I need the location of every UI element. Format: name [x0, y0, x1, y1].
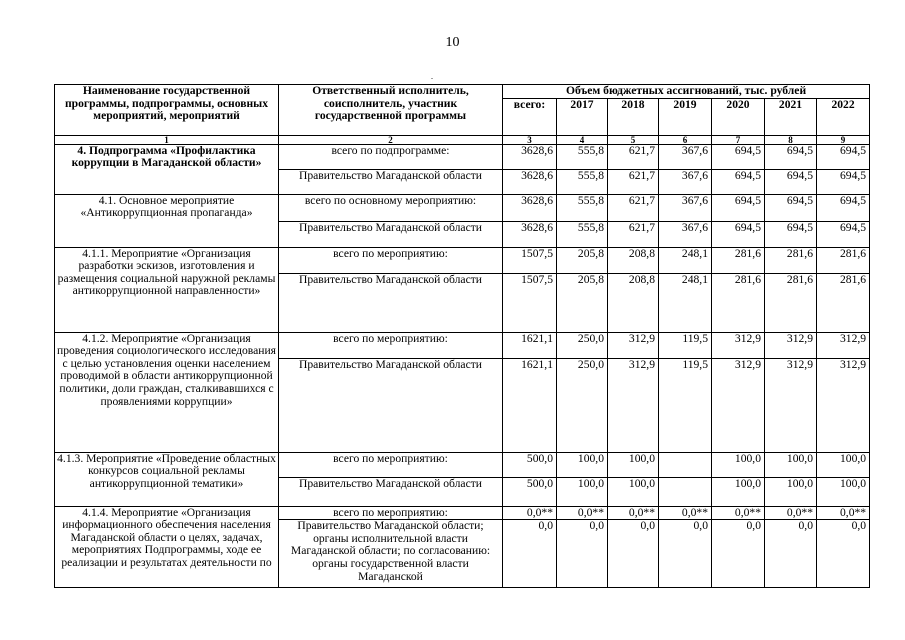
value-cell: 694,5: [712, 169, 765, 194]
budget-table-body: [55, 144, 870, 588]
value-cell: 100,0: [712, 452, 765, 477]
year-header: 2018: [608, 98, 659, 135]
value-cell: 281,6: [765, 273, 817, 332]
budget-table: [54, 84, 870, 588]
value-cell: 1507,5: [503, 273, 557, 332]
header-name: Наименование государственной программы, подпрограммы, основных мероприятий, мероприятий: [55, 85, 279, 136]
value-cell: 694,5: [765, 169, 817, 194]
value-cell: 281,6: [817, 273, 870, 332]
value-cell: 621,7: [608, 194, 659, 221]
column-index: 1: [55, 135, 279, 144]
value-cell: 0,0: [557, 520, 608, 588]
value-cell: 694,5: [817, 221, 870, 247]
value-cell: 312,9: [712, 358, 765, 452]
value-cell: 312,9: [765, 358, 817, 452]
measure-name: 4.1.3. Мероприятие «Проведение областных конкурсов социальной рекламы антикоррупционной тематики»: [55, 452, 279, 506]
value-cell: 694,5: [817, 194, 870, 221]
value-cell: 100,0: [817, 477, 870, 506]
executor-cell: Правительство Магаданской области: [279, 358, 503, 452]
value-cell: 1621,1: [503, 332, 557, 358]
value-cell: 694,5: [817, 144, 870, 169]
value-cell: 312,9: [817, 332, 870, 358]
value-cell: 694,5: [765, 221, 817, 247]
value-cell: 100,0: [765, 477, 817, 506]
year-header: 2019: [659, 98, 712, 135]
value-cell: 0,0: [712, 520, 765, 588]
value-cell: 367,6: [659, 169, 712, 194]
table-row: [55, 144, 870, 169]
value-cell: 0,0**: [712, 506, 765, 520]
measure-name: 4. Подпрограмма «Профилактика коррупции в Магаданской области»: [55, 144, 279, 194]
column-index: 8: [765, 135, 817, 144]
value-cell: 694,5: [765, 194, 817, 221]
value-cell: 281,6: [712, 247, 765, 273]
year-header: 2021: [765, 98, 817, 135]
value-cell: 208,8: [608, 247, 659, 273]
value-cell: 312,9: [817, 358, 870, 452]
value-cell: 0,0: [659, 520, 712, 588]
value-cell: 312,9: [712, 332, 765, 358]
value-cell: 1507,5: [503, 247, 557, 273]
value-cell: 694,5: [817, 169, 870, 194]
value-cell: 248,1: [659, 273, 712, 332]
executor-cell: всего по мероприятию:: [279, 332, 503, 358]
value-cell: 100,0: [557, 452, 608, 477]
executor-cell: всего по мероприятию:: [279, 452, 503, 477]
value-cell: 0,0: [817, 520, 870, 588]
value-cell: [659, 477, 712, 506]
value-cell: 281,6: [765, 247, 817, 273]
value-cell: 248,1: [659, 247, 712, 273]
executor-cell: Правительство Магаданской области; органы исполнительной власти Магаданской области; по согласованию: органы государственной власти Магаданской: [279, 520, 503, 588]
value-cell: 621,7: [608, 169, 659, 194]
value-cell: 0,0**: [817, 506, 870, 520]
year-header: 2017: [557, 98, 608, 135]
value-cell: 3628,6: [503, 194, 557, 221]
value-cell: 3628,6: [503, 221, 557, 247]
table-row: [55, 506, 870, 520]
column-index: 5: [608, 135, 659, 144]
executor-cell: Правительство Магаданской области: [279, 477, 503, 506]
value-cell: 621,7: [608, 144, 659, 169]
year-header: всего:: [503, 98, 557, 135]
value-cell: 0,0: [503, 520, 557, 588]
value-cell: 621,7: [608, 221, 659, 247]
header-executor: Ответственный исполнитель, соисполнитель, участник государственной программы: [279, 85, 503, 136]
executor-cell: Правительство Магаданской области: [279, 273, 503, 332]
value-cell: 208,8: [608, 273, 659, 332]
value-cell: 312,9: [608, 358, 659, 452]
value-cell: 281,6: [712, 273, 765, 332]
table-row: [55, 332, 870, 358]
executor-cell: всего по мероприятию:: [279, 247, 503, 273]
value-cell: 250,0: [557, 358, 608, 452]
value-cell: 0,0**: [503, 506, 557, 520]
value-cell: 100,0: [608, 452, 659, 477]
value-cell: 250,0: [557, 332, 608, 358]
value-cell: 500,0: [503, 477, 557, 506]
scan-dot: .: [431, 72, 433, 81]
value-cell: 205,8: [557, 273, 608, 332]
value-cell: 694,5: [712, 221, 765, 247]
table-row: [55, 247, 870, 273]
table-row: [55, 452, 870, 477]
value-cell: 367,6: [659, 194, 712, 221]
value-cell: 312,9: [608, 332, 659, 358]
value-cell: 3628,6: [503, 169, 557, 194]
value-cell: 205,8: [557, 247, 608, 273]
value-cell: 100,0: [712, 477, 765, 506]
value-cell: 555,8: [557, 194, 608, 221]
year-header: 2022: [817, 98, 870, 135]
value-cell: 555,8: [557, 144, 608, 169]
executor-cell: всего по подпрограмме:: [279, 144, 503, 169]
column-index: 7: [712, 135, 765, 144]
value-cell: 100,0: [765, 452, 817, 477]
value-cell: 367,6: [659, 221, 712, 247]
column-index: 6: [659, 135, 712, 144]
value-cell: 119,5: [659, 332, 712, 358]
value-cell: 100,0: [608, 477, 659, 506]
column-index: 4: [557, 135, 608, 144]
value-cell: 694,5: [712, 194, 765, 221]
year-header: 2020: [712, 98, 765, 135]
column-index: 3: [503, 135, 557, 144]
column-index: 9: [817, 135, 870, 144]
value-cell: 3628,6: [503, 144, 557, 169]
value-cell: [659, 452, 712, 477]
value-cell: 500,0: [503, 452, 557, 477]
executor-cell: Правительство Магаданской области: [279, 169, 503, 194]
value-cell: 312,9: [765, 332, 817, 358]
header-budget: Объем бюджетных ассигнований, тыс. рублей: [503, 85, 870, 99]
executor-cell: всего по мероприятию:: [279, 506, 503, 520]
value-cell: 0,0: [765, 520, 817, 588]
measure-name: 4.1.2. Мероприятие «Организация проведения социологического исследования с целью установления оценки населением проводимой в области антикоррупционной политики, доли граждан, сталкивавшихся с проявлениями коррупции»: [55, 332, 279, 452]
column-index: 2: [279, 135, 503, 144]
value-cell: 1621,1: [503, 358, 557, 452]
value-cell: 0,0: [608, 520, 659, 588]
value-cell: 119,5: [659, 358, 712, 452]
value-cell: 100,0: [817, 452, 870, 477]
value-cell: 0,0**: [557, 506, 608, 520]
value-cell: 100,0: [557, 477, 608, 506]
executor-cell: Правительство Магаданской области: [279, 221, 503, 247]
value-cell: 0,0**: [765, 506, 817, 520]
executor-cell: всего по основному мероприятию:: [279, 194, 503, 221]
value-cell: 694,5: [765, 144, 817, 169]
value-cell: 555,8: [557, 221, 608, 247]
value-cell: 281,6: [817, 247, 870, 273]
value-cell: 0,0**: [659, 506, 712, 520]
page-number: 10: [445, 35, 460, 50]
value-cell: 367,6: [659, 144, 712, 169]
value-cell: 555,8: [557, 169, 608, 194]
measure-name: 4.1.1. Мероприятие «Организация разработки эскизов, изготовления и размещения социальной наружной рекламы антикоррупционной направленности»: [55, 247, 279, 332]
value-cell: 0,0**: [608, 506, 659, 520]
measure-name: 4.1.4. Мероприятие «Организация информационного обеспечения населения Магаданской области о целях, задачах, мероприятиях Подпрограммы, ходе ее реализации и результатах деятельности по: [55, 506, 279, 588]
table-row: [55, 194, 870, 221]
measure-name: 4.1. Основное мероприятие «Антикоррупционная пропаганда»: [55, 194, 279, 247]
value-cell: 694,5: [712, 144, 765, 169]
column-index-row: [55, 135, 870, 144]
